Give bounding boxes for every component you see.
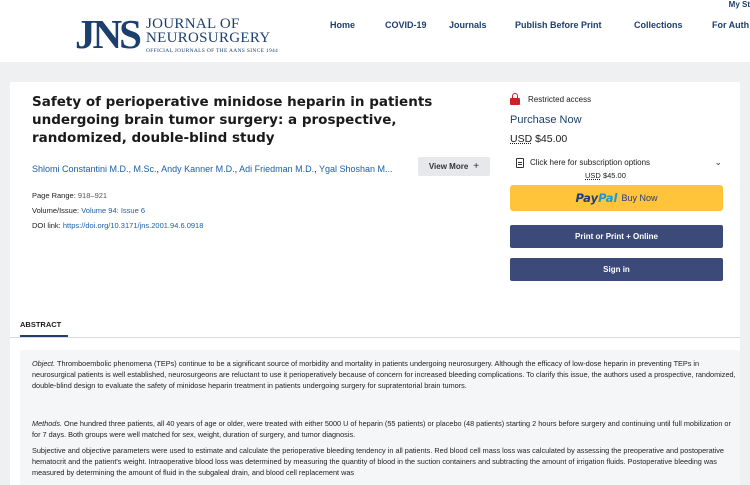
price-value: $45.00 xyxy=(535,133,568,145)
doi-link[interactable]: https://doi.org/10.3171/jns.2001.94.6.0918 xyxy=(62,221,204,230)
author-link[interactable]: Adi Friedman M.D. xyxy=(239,164,315,174)
tab-abstract[interactable]: ABSTRACT xyxy=(20,320,62,329)
logo-line-2: NEUROSURGERY xyxy=(146,30,271,46)
paypal-buy-now-button[interactable] xyxy=(510,185,723,211)
author-link[interactable]: Andy Kanner M.D. xyxy=(161,164,235,174)
page-range xyxy=(32,191,107,200)
abstract-paragraph-methods: Methods. One hundred three patients, all 40 years of age or older, were treated with either 5000 U of heparin (55 patients) or placebo (48 patients) starting 2 hours before surgery and continuing until full mobilization or for 7 days. Both groups were well matched for sex, weight, duration of surgery, and tumor diagnosis. xyxy=(32,419,731,439)
logo-mark: JNS xyxy=(75,11,139,57)
currency-code: USD xyxy=(510,133,533,145)
abstract-paragraph-parameters: Subjective and objective parameters were used to estimate and calculate the perioperative bleeding tendency in all patients. Red blood cell mass loss was calculated by assessing the preoperative and postoperative hematocrit and the patient's weight. Intraoperative blood loss was determined by measuring the quantity of blood in the suction containers and subtracting the amount of irrigation fluids. Postoperative bleeding was measured by determining the amount of fluid in the subgaleal drain, and blood cell replacement was xyxy=(32,446,724,477)
abstract-paragraph-object: Object. Thromboembolic phenomena (TEPs) continue to be a significant source of morbidity and mortality in patients undergoing neurosurgery. Although the efficacy of low-dose heparin in preventing TEPs in neurosurgical patients is well established, neurosurgeons are reluctant to use it perioperatively because of concern for increased bleeding complications. To clarify this issue, the authors used a prospective, randomized, double-blind design to evaluate the safety of minidose heparin treatment in patients undergoing surgery for supratentorial brain tumors. xyxy=(32,359,736,390)
print-online-button[interactable]: Print or Print + Online xyxy=(510,225,723,248)
volume-label: Volume/Issue: xyxy=(32,206,80,215)
tab-divider xyxy=(10,337,740,338)
logo-line-3: OFFICIAL JOURNALS OF THE AANS SINCE 1944 xyxy=(146,48,279,54)
main-nav xyxy=(0,20,750,34)
my-account-link[interactable]: My St xyxy=(728,0,750,9)
purchase-now-heading: Purchase Now xyxy=(510,114,582,126)
sub-currency-code: USD xyxy=(585,171,601,180)
sign-in-button[interactable]: Sign in xyxy=(510,258,723,281)
volume-issue-link[interactable]: Volume 94: Issue 6 xyxy=(81,206,145,215)
logo-line-1: JOURNAL OF xyxy=(146,16,240,32)
subscription-options-label: Click here for subscription options xyxy=(530,158,651,167)
author-link[interactable]: Ygal Shoshan M... xyxy=(319,164,393,174)
nav-home[interactable]: Home xyxy=(330,20,356,30)
restricted-access xyxy=(510,92,591,106)
page-range-value: 918–921 xyxy=(77,191,108,200)
nav-journals[interactable]: Journals xyxy=(449,20,487,30)
nav-covid-19[interactable]: COVID-19 xyxy=(385,20,427,30)
nav-publish-before-print[interactable]: Publish Before Print xyxy=(515,20,602,30)
nav-for-authors[interactable]: For Auth xyxy=(712,20,750,30)
article-title: Safety of perioperative minidose heparin in patients undergoing brain tumor surgery: a prospective, randomized, double-blind study xyxy=(32,94,433,146)
sub-price-value: $45.00 xyxy=(602,171,626,180)
plus-icon: + xyxy=(473,161,480,172)
view-more-authors-button[interactable] xyxy=(418,157,490,176)
volume-issue xyxy=(32,206,145,215)
restricted-label: Restricted access xyxy=(528,94,592,104)
subscription-options-toggle[interactable] xyxy=(516,157,722,168)
paypal-logo: PayPal xyxy=(575,191,618,205)
nav-collections[interactable]: Collections xyxy=(634,20,683,30)
author-list: Shlomi Constantini M.D., M.Sc., Andy Kanner M.D., Adi Friedman M.D., Ygal Shoshan M... xyxy=(32,164,393,174)
author-link[interactable]: Shlomi Constantini M.D., M.Sc. xyxy=(32,164,157,174)
article-price xyxy=(510,133,567,145)
view-more-label: View More xyxy=(428,162,469,171)
lock-icon xyxy=(510,93,520,105)
doi-label: DOI link: xyxy=(32,221,61,230)
page-range-label: Page Range: xyxy=(32,191,76,200)
chevron-down-icon: ⌄ xyxy=(714,157,722,167)
subscription-price xyxy=(585,171,626,180)
site-header xyxy=(0,0,750,62)
doi xyxy=(32,221,203,230)
document-icon xyxy=(516,158,524,168)
paypal-buy-label: Buy Now xyxy=(621,193,658,203)
